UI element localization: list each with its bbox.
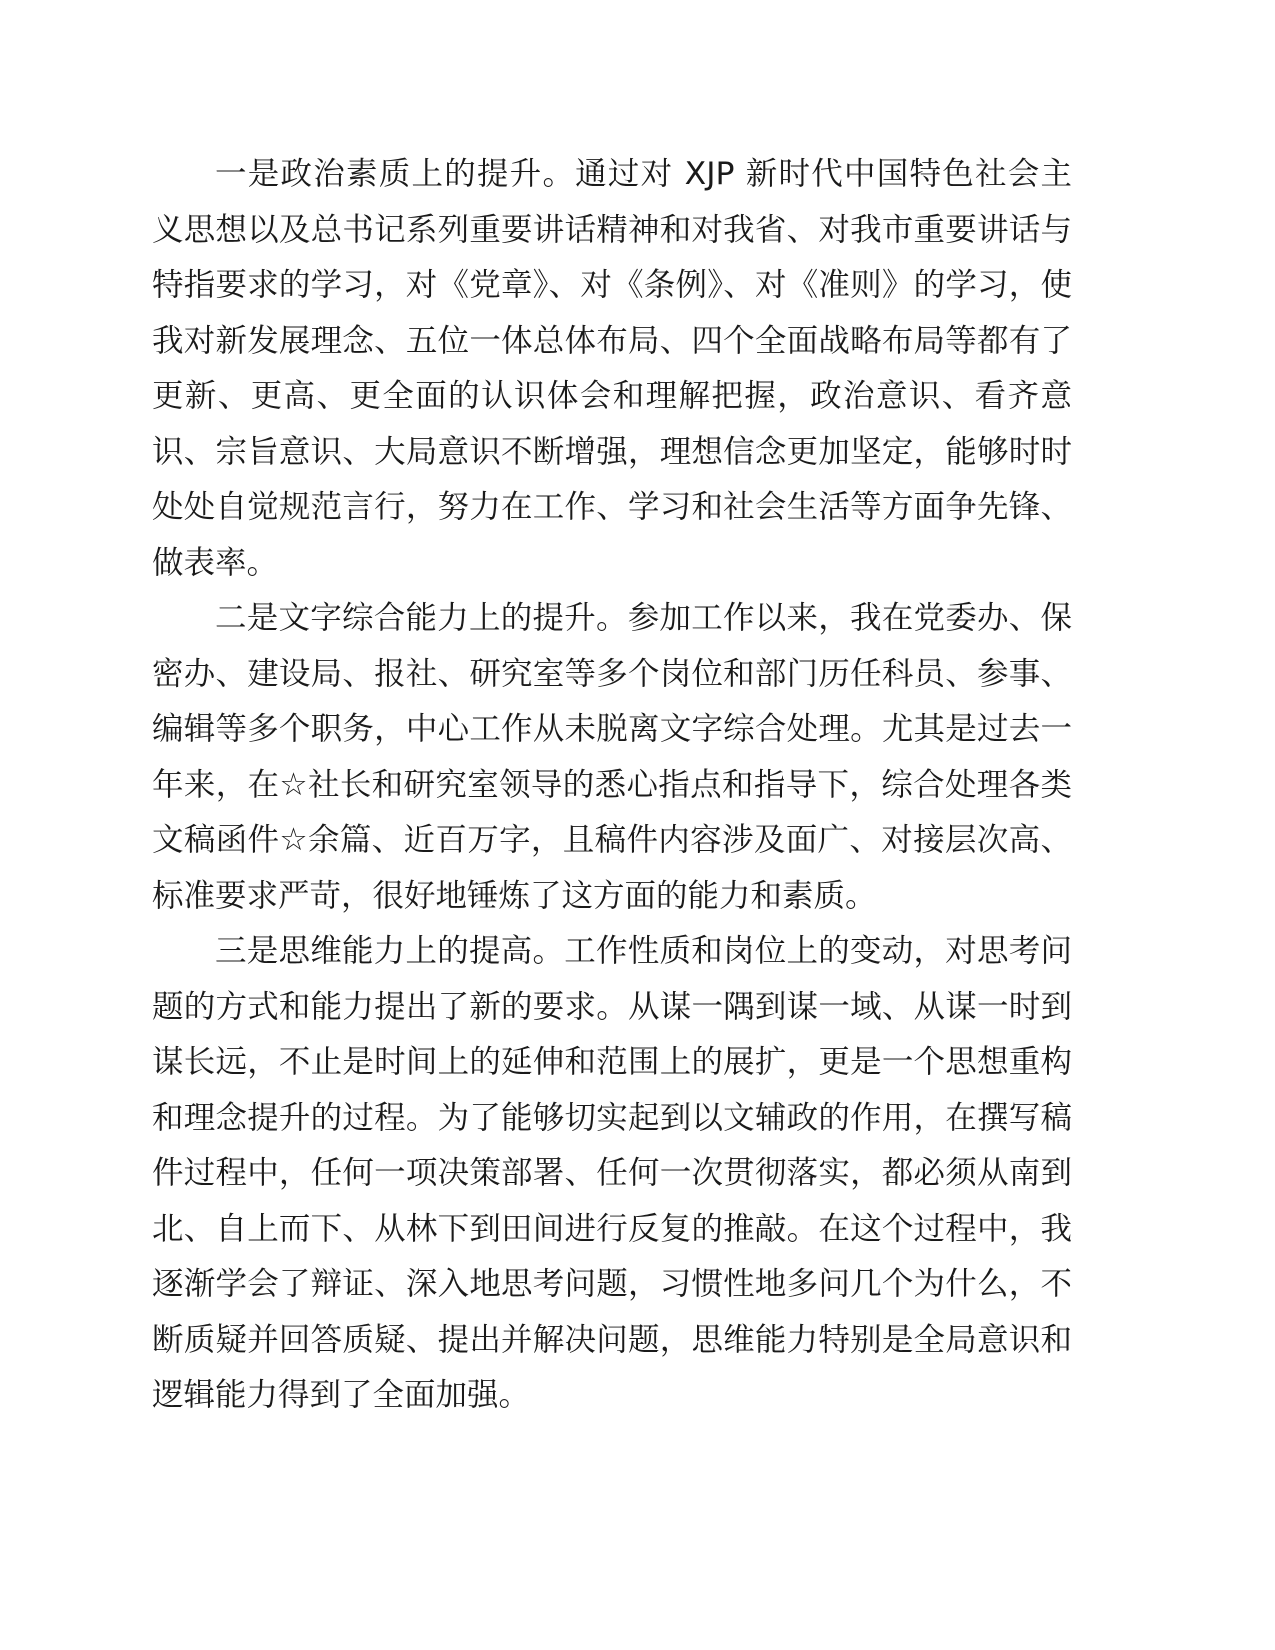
paragraph-political-quality: 一是政治素质上的提升。通过对 XJP 新时代中国特色社会主义思想以及总书记系列重要讲话精神和对我省、对我市重要讲话与特指要求的学习，对《党章》、对《条例》、对《准则》的学习，使我对新发展理念、五位一体总体布局、四个全面战略布局等都有了更新、更高、更全面的认识体会和理解把握，政治意识、看齐意识、宗旨意识、大局意识不断增强，理想信念更加坚定，能够时时处处自觉规范言行，努力在工作、学习和社会生活等方面争先锋、做表率。: [152, 156, 1072, 581]
paragraph-thinking-ability: 三是思维能力上的提高。工作性质和岗位上的变动，对思考问题的方式和能力提出了新的要求。从谋一隅到谋一域、从谋一时到谋长远，不止是时间上的延伸和范围上的展扩，更是一个思想重构和理念提升的过程。为了能够切实起到以文辅政的作用，在撰写稿件过程中，任何一项决策部署、任何一次贯彻落实，都必须从南到北、自上而下、从林下到田间进行反复的推敲。在这个过程中，我逐渐学会了辩证、深入地思考问题，习惯性地多问几个为什么，不断质疑并回答质疑、提出并解决问题，思维能力特别是全局意识和逻辑能力得到了全面加强。: [152, 933, 1072, 1413]
document-body: [152, 147, 1072, 1424]
paragraph-writing-ability: 二是文字综合能力上的提升。参加工作以来，我在党委办、保密办、建设局、报社、研究室等多个岗位和部门历任科员、参事、编辑等多个职务，中心工作从未脱离文字综合处理。尤其是过去一年来，在☆社长和研究室领导的悉心指点和指导下，综合处理各类文稿函件☆余篇、近百万字，且稿件内容涉及面广、对接层次高、标准要求严苛，很好地锤炼了这方面的能力和素质。: [152, 600, 1072, 914]
